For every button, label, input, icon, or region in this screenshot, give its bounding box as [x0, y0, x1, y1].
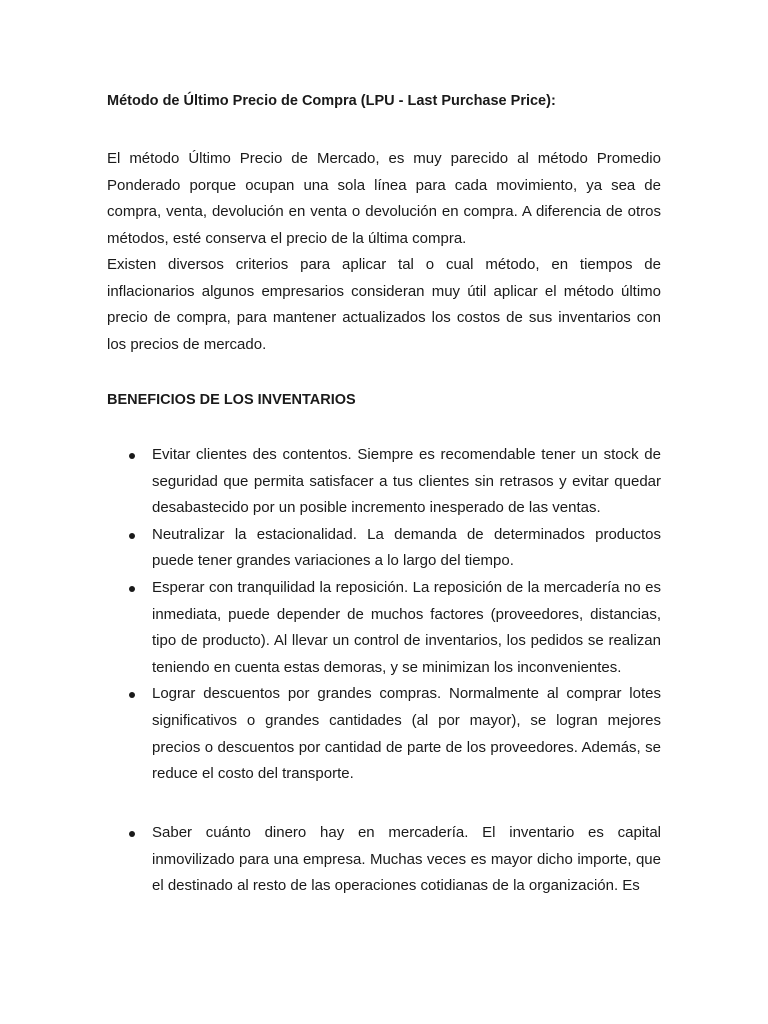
list-item-text: Lograr descuentos por grandes compras. Normalmente al comprar lotes significativos o grandes cantidades (al por mayor), se logran mejores precios o descuentos por cantidad de parte de los proveedores. Además, se reduce el costo del transporte.: [152, 685, 661, 783]
list-item: [107, 522, 661, 575]
list-item: [107, 820, 661, 900]
section-heading-benefits: BENEFICIOS DE LOS INVENTARIOS: [107, 392, 356, 408]
list-item-text: Neutralizar la estacionalidad. La demanda de determinados productos puede tener grandes variaciones a lo largo del tiempo.: [152, 525, 661, 570]
bullet-icon: [129, 831, 135, 837]
bullet-icon: [129, 692, 135, 698]
list-item-text: Evitar clientes des contentos. Siempre es recomendable tener un stock de seguridad que permita satisfacer a tus clientes sin retrasos y evitar quedar desabastecido por un posible incremento inesperado de las ventas.: [152, 446, 661, 517]
section-heading-lpu: Método de Último Precio de Compra (LPU - Last Purchase Price):: [107, 93, 556, 109]
list-item: [107, 442, 661, 522]
list-item: [107, 681, 661, 787]
bullet-icon: [129, 586, 135, 592]
benefits-list: [107, 442, 661, 788]
list-item-text: Esperar con tranquilidad la reposición. La reposición de la mercadería no es inmediata, puede depender de muchos factores (proveedores, distancias, tipo de producto). Al llevar un control de inventarios, los pedidos se realizan teniendo en cuenta estas demoras, y se minimizan los inconvenientes.: [152, 578, 661, 676]
paragraph-lpu-criteria: Existen diversos criterios para aplicar tal o cual método, en tiempos de inflacionarios algunos empresarios consideran muy útil aplicar el método último precio de compra, para mantener actualizados los costos de sus inventarios con los precios de mercado.: [107, 256, 661, 353]
bullet-icon: [129, 533, 135, 539]
paragraph-lpu-description: El método Último Precio de Mercado, es muy parecido al método Promedio Ponderado porque ocupan una sola línea para cada movimiento, ya sea de compra, venta, devolución en venta o devolución en compra. A diferencia de otros métodos, esté conserva el precio de la última compra.: [107, 150, 661, 247]
benefits-list-continued: [107, 820, 661, 900]
list-item: [107, 575, 661, 681]
list-item-text: Saber cuánto dinero hay en mercadería. El inventario es capital inmovilizado para una empresa. Muchas veces es mayor dicho importe, que el destinado al resto de las operaciones cotidianas de la organización. Es: [152, 824, 661, 895]
bullet-icon: [129, 453, 135, 459]
